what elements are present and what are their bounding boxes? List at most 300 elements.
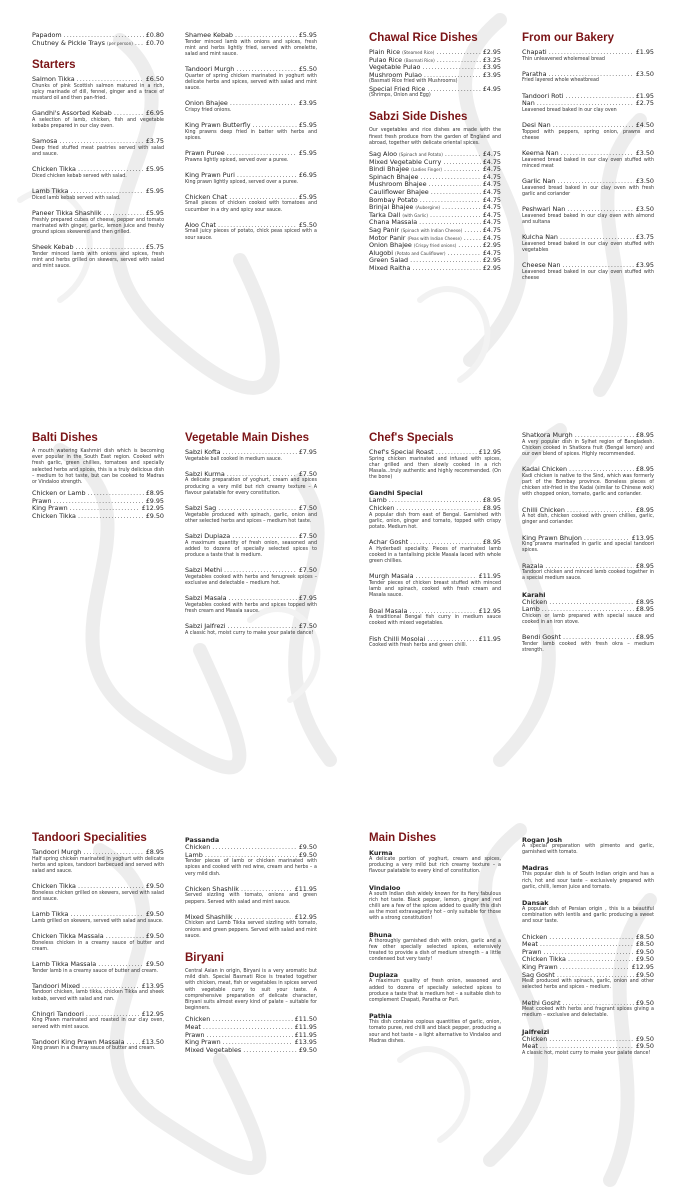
menu-item: [369, 608, 501, 628]
dot-leader: [442, 204, 481, 212]
menu-section-biryani: [185, 952, 317, 1054]
dot-leader: [537, 100, 634, 108]
menu-item: [522, 262, 654, 282]
menu-item-price: £13.95: [631, 533, 654, 542]
menu-item: [522, 634, 654, 654]
menu-section-starters: [32, 59, 164, 270]
menu-item-name: Samosa: [32, 137, 58, 146]
menu-item-name: Meat: [522, 940, 538, 949]
menu-item-name: Bendi Gosht: [522, 633, 561, 642]
menu-column: [369, 832, 501, 1053]
menu-item-price: £4.75: [482, 187, 501, 196]
menu-item-name: Sag Gosht: [522, 970, 555, 979]
menu-item: [185, 471, 317, 497]
menu-item-price: £8.95: [482, 496, 501, 505]
dot-leader: [549, 49, 634, 57]
dot-leader: [437, 57, 481, 65]
menu-item-name: Salmon Tikka: [32, 75, 75, 84]
menu-item-row: [369, 449, 501, 457]
dot-leader: [464, 227, 480, 235]
menu-item-price: £3.95: [482, 63, 501, 72]
menu-item-price: £8.95: [145, 489, 164, 498]
menu-item-name: Prawn: [32, 496, 52, 505]
menu-item-name: Desi Nan: [522, 120, 551, 129]
menu-item-price: £4.75: [482, 172, 501, 181]
menu-item-name: Tandoori Mixed: [32, 981, 80, 990]
menu-item: [32, 166, 164, 180]
section-subtitle: Jalfreizi: [522, 1027, 550, 1036]
menu-item-name: Prawn: [522, 947, 542, 956]
menu-item: [32, 513, 164, 521]
dot-leader: [420, 174, 480, 182]
menu-item-row: [522, 234, 654, 242]
menu-item-price: £7.50: [298, 622, 317, 631]
dot-leader: [70, 911, 143, 919]
menu-item-name: Methi Gosht: [522, 998, 561, 1007]
menu-item: [185, 150, 317, 164]
menu-item-price: £6.95: [145, 109, 164, 118]
menu-item-name: Chicken: [522, 932, 548, 941]
menu-item: [522, 206, 654, 226]
menu-item-description: A maximum quantity of fresh onion, seasoned and added to dozens of specially selected spices to produce a taste that is medium.: [185, 540, 317, 558]
dot-leader: [114, 110, 144, 118]
menu-item-row: [32, 210, 164, 218]
menu-item-description: Boneless chicken grilled on skewers, served with salad and sauce.: [32, 890, 164, 902]
menu-item: [522, 507, 654, 527]
menu-item: [32, 40, 164, 48]
dot-leader: [396, 505, 480, 513]
menu-item-row: [369, 505, 501, 513]
menu-item-description: Diced chicken kebab served with salad.: [32, 173, 127, 179]
menu-item: [32, 244, 164, 270]
dot-leader: [563, 634, 634, 642]
menu-item-price: £11.95: [294, 1023, 317, 1032]
menu-item-description: A delicate portion of yoghurt, cream and spices, producing a very mild but rich creamy texture – a flavour palatable to every kind of constitution.: [369, 857, 501, 875]
dot-leader: [549, 1036, 633, 1044]
menu-item-price: £5.95: [298, 121, 317, 130]
menu-item: [185, 122, 317, 142]
section-title: From our Bakery: [522, 32, 615, 44]
menu-item-price: £8.95: [635, 431, 654, 439]
menu-item-name: Mixed Vegetable Curry: [369, 157, 442, 166]
menu-item-row: [32, 188, 164, 196]
menu-item-price: £7.50: [298, 469, 317, 478]
menu-item-description: King prawns deep fried in batter with herbs and spices.: [185, 129, 317, 141]
menu-item-description: Half spring chicken marinated in yoghurt with delicate herbs and spices, tandoori barbecued and served with salad and sauce.: [32, 856, 164, 874]
menu-item-name: Papadom: [32, 31, 62, 39]
menu-item: [522, 178, 654, 198]
menu-item-description: Thin unleavened wholemeal bread: [522, 56, 605, 62]
menu-item-description: Diced lamb kebab served with salad.: [32, 195, 121, 201]
menu-item: [185, 595, 317, 615]
menu-item-row: [522, 941, 654, 949]
dot-leader: [135, 40, 144, 48]
menu-item-price: £5.95: [298, 192, 317, 201]
menu-item: [369, 971, 501, 1004]
menu-item-name: Chicken Tikka: [522, 955, 566, 964]
menu-item: [369, 539, 501, 565]
dot-leader: [416, 573, 477, 581]
menu-item-name: Green Salad: [369, 256, 409, 265]
menu-item-name: Meat: [185, 1023, 201, 1032]
menu-item-row: [522, 49, 654, 57]
menu-item-price: £4.75: [482, 165, 501, 174]
dot-leader: [540, 941, 634, 949]
menu-item-description: Kadi chicken is native to the Sind, which was formerly part of the Bombay province. Boneless pieces of chicken stir-fried in the Kadai (similar to Chinese wok) with chopped onion, tomato, garlic and coriander.: [522, 473, 654, 498]
menu-item: [185, 1047, 317, 1055]
menu-item-price: £5.95: [145, 208, 164, 217]
menu-item-row: [32, 40, 164, 48]
menu-column: [32, 32, 164, 278]
dot-leader: [427, 86, 480, 94]
menu-item: [185, 852, 317, 878]
menu-item-price: £8.95: [635, 605, 654, 614]
menu-item-price: £3.75: [635, 232, 654, 241]
menu-item-name: Chicken Tikka: [32, 512, 76, 520]
menu-item-description: (Basmati Rice fried with Mushrooms): [369, 79, 458, 85]
menu-item-row: [369, 265, 501, 273]
menu-item-name: Lamb Tikka Massala: [32, 960, 97, 968]
menu-item-price: £4.75: [482, 195, 501, 204]
menu-item: [522, 1000, 654, 1020]
dot-leader: [203, 1024, 293, 1032]
menu-item: [185, 533, 317, 559]
menu-item-row: [32, 76, 164, 84]
menu-item-name: Shamee Kebab: [185, 31, 233, 39]
menu-item-price: £8.95: [635, 465, 654, 474]
menu-item-name: Nan: [522, 99, 535, 108]
menu-item-price: £3.95: [298, 99, 317, 108]
section-title: Balti Dishes: [32, 432, 98, 444]
menu-item-price: £9.95: [145, 496, 164, 505]
menu-item-name: Mixed Raitha: [369, 263, 411, 272]
menu-item-row: [522, 599, 654, 607]
menu-item-row: [185, 32, 317, 40]
dot-leader: [420, 197, 481, 205]
menu-item-price: £3.95: [482, 70, 501, 79]
menu-item-price: £4.50: [635, 120, 654, 129]
menu-item-description: A thoroughly garnished dish with onion, garlic and a few other specially selected spices, extensively treated to provide a dish of medium strength – a little condensed but very tasty!: [369, 938, 501, 963]
menu-item-name: Tarka Dall: [369, 210, 401, 219]
menu-item-price: £8.95: [635, 633, 654, 642]
section-subtitle: Passanda: [185, 836, 220, 844]
menu-item-description: Vegetable produced with spinach, garlic, onion and other selected herbs and spices – medium hot taste.: [185, 512, 317, 524]
menu-item: [185, 222, 317, 242]
menu-item: [522, 466, 654, 498]
menu-item-price: £13.95: [141, 981, 164, 990]
menu-item: [32, 1011, 164, 1031]
dot-leader: [229, 595, 297, 603]
menu-item-price: £3.95: [635, 260, 654, 269]
menu-item-note: (per person): [106, 40, 133, 46]
dot-leader: [103, 210, 143, 218]
menu-item: [32, 490, 164, 498]
section-title: Biryani: [185, 952, 224, 964]
menu-item-name: Kulcha Nan: [522, 232, 558, 241]
menu-item-note: (Potato and Cauliflower): [395, 250, 446, 256]
menu-item-price: £3.50: [635, 69, 654, 78]
menu-item-name: Shatkora Murgh: [522, 431, 573, 439]
menu-section-continued: [522, 432, 654, 583]
menu-item-name: Chicken: [369, 504, 395, 512]
dot-leader: [106, 933, 144, 941]
menu-item-row: [522, 93, 654, 101]
menu-item-price: £6.95: [298, 171, 317, 179]
menu-item-price: £0.80: [145, 31, 164, 39]
dot-leader: [410, 539, 481, 547]
dot-leader: [224, 567, 297, 575]
dot-leader: [430, 212, 481, 220]
dish-style-title: Kurma: [369, 849, 393, 857]
menu-item-name: Cheese Nan: [522, 260, 561, 269]
dot-leader: [232, 533, 297, 541]
dot-leader: [431, 189, 481, 197]
dot-leader: [575, 432, 634, 440]
menu-item-price: £0.70: [145, 38, 164, 47]
menu-item-row: [522, 466, 654, 474]
menu-section-jalfreizi: [522, 1028, 654, 1057]
menu-item-description: (Shrimps, Onion and Egg): [369, 93, 431, 99]
dot-leader: [78, 166, 144, 174]
menu-item-name: Peshwari Nan: [522, 204, 566, 213]
menu-item-name: Sabzi Methi: [185, 566, 222, 575]
menu-item: [32, 983, 164, 1003]
menu-item-name: Boal Masala: [369, 606, 408, 615]
dish-style-title: Madras: [522, 864, 549, 873]
menu-item-description: This dish contains copious quantities of garlic, onion, tomato puree, red chilli and black pepper, producing a sour and hot taste – a light alternative to Vindaloo and Madras dishes.: [369, 1020, 501, 1044]
menu-item: [369, 449, 501, 481]
menu-item-description: A delicate preparation of yoghurt, cream and spices producing a very mild but rich creamy texture – A flavour palatable for every constitution.: [185, 478, 317, 496]
menu-item-name: Sag Aloo: [369, 149, 398, 158]
menu-item-row: [185, 533, 317, 541]
menu-item-price: £7.95: [298, 448, 317, 456]
dish-style-title: Bhuna: [369, 930, 392, 939]
dot-leader: [389, 497, 481, 505]
menu-page-2: [0, 400, 674, 800]
menu-item: [185, 100, 317, 114]
menu-item-name: Fish Chilli Mosolai: [369, 634, 426, 643]
menu-item-name: Chapati: [522, 48, 547, 56]
menu-item-name: Lamb: [369, 496, 387, 505]
dot-leader: [236, 66, 296, 74]
menu-item-row: [32, 110, 164, 118]
menu-item-row: [522, 262, 654, 270]
menu-item-price: £8.95: [635, 561, 654, 570]
menu-item-price: £2.95: [482, 263, 501, 272]
menu-item-name: Kadai Chicken: [522, 465, 568, 474]
menu-item-name: Lamb: [522, 605, 540, 614]
menu-item: [32, 933, 164, 953]
section-title: Tandoori Specialities: [32, 832, 147, 844]
menu-item-price: £12.95: [294, 912, 317, 921]
menu-item: [185, 567, 317, 587]
menu-item-price: £1.95: [635, 48, 654, 56]
dot-leader: [227, 150, 297, 158]
menu-item: [32, 188, 164, 202]
menu-section-balti-dishes: [32, 432, 164, 521]
menu-item-name: Special Fried Rice: [369, 84, 426, 93]
menu-item-price: £4.75: [482, 180, 501, 189]
menu-item-name: Mixed Vegetables: [185, 1045, 242, 1054]
menu-item-name: Keema Nan: [522, 148, 559, 157]
menu-item-row: [185, 150, 317, 158]
menu-item-name: Sabzi Kurma: [185, 469, 225, 478]
menu-item-name: King Prawn: [185, 1038, 221, 1047]
menu-item-name: Chicken Tikka: [32, 882, 76, 891]
menu-item-name: Plain Rice: [369, 48, 401, 56]
menu-item-row: [32, 138, 164, 146]
menu-item-description: Topped with peppers, spring onion, prawns and cheese: [522, 129, 654, 141]
menu-item-price: £8.95: [482, 504, 501, 512]
menu-item-price: £3.75: [145, 137, 164, 146]
menu-item-price: £8.50: [635, 940, 654, 949]
menu-item-name: Sheek Kebab: [32, 243, 74, 252]
menu-item-price: £11.95: [478, 634, 501, 643]
menu-item-price: £8.95: [635, 597, 654, 606]
menu-item-description: Leavened bread baked in our clay oven with fresh garlic and coriander: [522, 185, 654, 197]
menu-item-name: Chutney & Pickle Trays: [32, 38, 105, 47]
menu-item: [369, 884, 501, 923]
menu-item-name: Garlic Nan: [522, 176, 556, 185]
dot-leader: [243, 1047, 296, 1055]
section-subtitle: Gandhi Special: [369, 489, 423, 498]
menu-item-row: [522, 634, 654, 642]
menu-item-row: [522, 1043, 654, 1051]
menu-item-price: £12.95: [478, 448, 501, 456]
menu-item: [522, 93, 654, 101]
menu-item-price: £7.50: [298, 532, 317, 540]
menu-item-note: (with Garlic): [402, 212, 428, 218]
section-description: Central Asian in origin, Biryani is a very aromatic but mild dish. Special Basmati Rice is treated together with chicken, meat, fish or vegetables in spices served with vegetable curry to suit your taste. A comprehensive preparation of delicate character, Biryani suits almost every kind of palate – suitable for beginners.: [185, 969, 317, 1012]
menu-item: [522, 1043, 654, 1057]
menu-item-price: £9.50: [298, 850, 317, 859]
dot-leader: [569, 466, 634, 474]
menu-item-price: £2.95: [482, 48, 501, 56]
menu-item-row: [522, 178, 654, 186]
menu-item-price: £5.50: [298, 220, 317, 229]
menu-item-description: Tender pieces of chicken breast stuffed with minced lamb and spinach, cooked with fresh cream and Masala sauce.: [369, 581, 501, 599]
menu-item-description: A popular dish of Persian origin , this is a beautiful combination with lentils and garlic producing a sweet and sour taste.: [522, 907, 654, 925]
menu-item-note: (Crispy fried onions): [413, 243, 457, 249]
dot-leader: [445, 151, 481, 159]
menu-item-price: £9.50: [635, 1042, 654, 1051]
menu-item-name: Chingri Tandoori: [32, 1009, 84, 1018]
menu-item-price: £2.75: [635, 99, 654, 108]
menu-item-description: Meat cooked with herbs and fragrant spices giving a medium – exclusive and delectable.: [522, 1007, 654, 1019]
menu-item-note: (Peas with Indian Cheese): [407, 235, 462, 241]
dot-leader: [77, 76, 144, 84]
menu-item-price: £9.50: [145, 882, 164, 891]
menu-item-description: Leavened bread baked in our clay oven: [522, 107, 617, 113]
menu-item-price: £12.95: [141, 504, 164, 513]
dot-leader: [568, 956, 634, 964]
menu-item: [369, 636, 501, 650]
menu-item-note: (Spinach with Indian Cheese): [401, 227, 463, 233]
menu-item-name: King Prawn: [32, 504, 68, 513]
menu-item-description: Quarter of spring chicken marinated in yoghurt with delicate herbs and spices, served with salad and mint sauce.: [185, 73, 317, 92]
menu-item: [522, 432, 654, 458]
menu-item-row: [185, 505, 317, 513]
menu-item-name: Chef's Special Roast: [369, 448, 434, 456]
menu-item-price: £1.95: [635, 91, 654, 100]
menu-item-price: £11.95: [294, 884, 317, 893]
dish-style-title: Dupiaza: [369, 971, 398, 980]
menu-item-description: Leavened bread baked in our clay oven stuffed with vegetables: [522, 241, 654, 253]
menu-item-name: Tandoori King Prawn Massala: [32, 1037, 125, 1046]
menu-item-note: (Ladies Finger): [411, 167, 443, 173]
menu-item-row: [522, 934, 654, 942]
menu-item-price: £2.95: [482, 241, 501, 250]
menu-item-description: A maximum quality of fresh onion, seasoned and added to dozens of specially selected spices to produce a taste that is medium hot – a suitable dish to complement Chapati, Paratha or Puri.: [369, 979, 501, 1004]
menu-item-description: Tender lamb in a creamy sauce of butter and cream.: [32, 968, 159, 974]
menu-item-price: £2.95: [482, 256, 501, 265]
menu-item-name: Lamb: [185, 850, 203, 859]
menu-column: [522, 32, 654, 290]
dot-leader: [230, 100, 297, 108]
menu-item-name: Alugobi: [369, 248, 393, 257]
menu-item-description: Tandoori chicken, lamb tikka, chicken Tikka and sheek kebab, served with salad and nan.: [32, 990, 164, 1002]
menu-item-row: [369, 573, 501, 581]
menu-item-description: A classic hot, moist curry to make your palate dance!: [522, 1050, 651, 1056]
menu-column: [185, 832, 317, 1054]
dot-leader: [70, 188, 143, 196]
menu-item-description: Crispy fried onions.: [185, 108, 232, 113]
menu-item-price: £4.75: [482, 225, 501, 234]
menu-item: [32, 138, 164, 158]
menu-item-price: £8.95: [482, 538, 501, 547]
menu-item-row: [32, 513, 164, 521]
dot-leader: [553, 122, 634, 130]
menu-item-note: (Aubergine): [415, 205, 441, 211]
menu-item-row: [185, 1047, 317, 1055]
menu-item-price: £9.50: [635, 998, 654, 1007]
menu-item-price: £8.50: [635, 932, 654, 941]
menu-item: [522, 122, 654, 142]
menu-item: [522, 934, 654, 942]
menu-item-name: Brinjal Bhajee: [369, 203, 414, 212]
dot-leader: [88, 490, 144, 498]
dot-leader: [436, 449, 477, 457]
menu-item-description: A popular dish from east of Bengal. Garnished with garlic, onion, ginger and tomato, topped with crispy potato. Medium hot.: [369, 512, 501, 530]
dot-leader: [561, 150, 634, 158]
dot-leader: [78, 883, 144, 891]
menu-item-row: [185, 595, 317, 603]
menu-item-price: £9.50: [635, 947, 654, 956]
menu-item-row: [185, 449, 317, 457]
menu-item-row: [522, 606, 654, 614]
menu-item: [522, 563, 654, 583]
dot-leader: [419, 219, 481, 227]
menu-item-name: Murgh Masala: [369, 572, 414, 581]
menu-item: [522, 941, 654, 949]
dot-leader: [76, 244, 144, 252]
dot-leader: [448, 250, 481, 258]
menu-item-row: [185, 567, 317, 575]
menu-item-row: [522, 1036, 654, 1044]
menu-item: [522, 71, 654, 85]
menu-item-name: Mushroom Bhajee: [369, 180, 427, 189]
menu-item-price: £5.50: [298, 65, 317, 74]
dot-leader: [562, 262, 633, 270]
menu-item-name: Meat: [522, 1042, 538, 1051]
menu-item: [32, 883, 164, 903]
menu-section-gandhi-special: [369, 489, 501, 649]
menu-item-price: £6.50: [145, 75, 164, 84]
menu-item-price: £4.75: [482, 218, 501, 227]
menu-item-price: £4.75: [482, 203, 501, 212]
menu-item: [32, 849, 164, 875]
menu-item-name: Tandoori Roti: [522, 91, 564, 100]
